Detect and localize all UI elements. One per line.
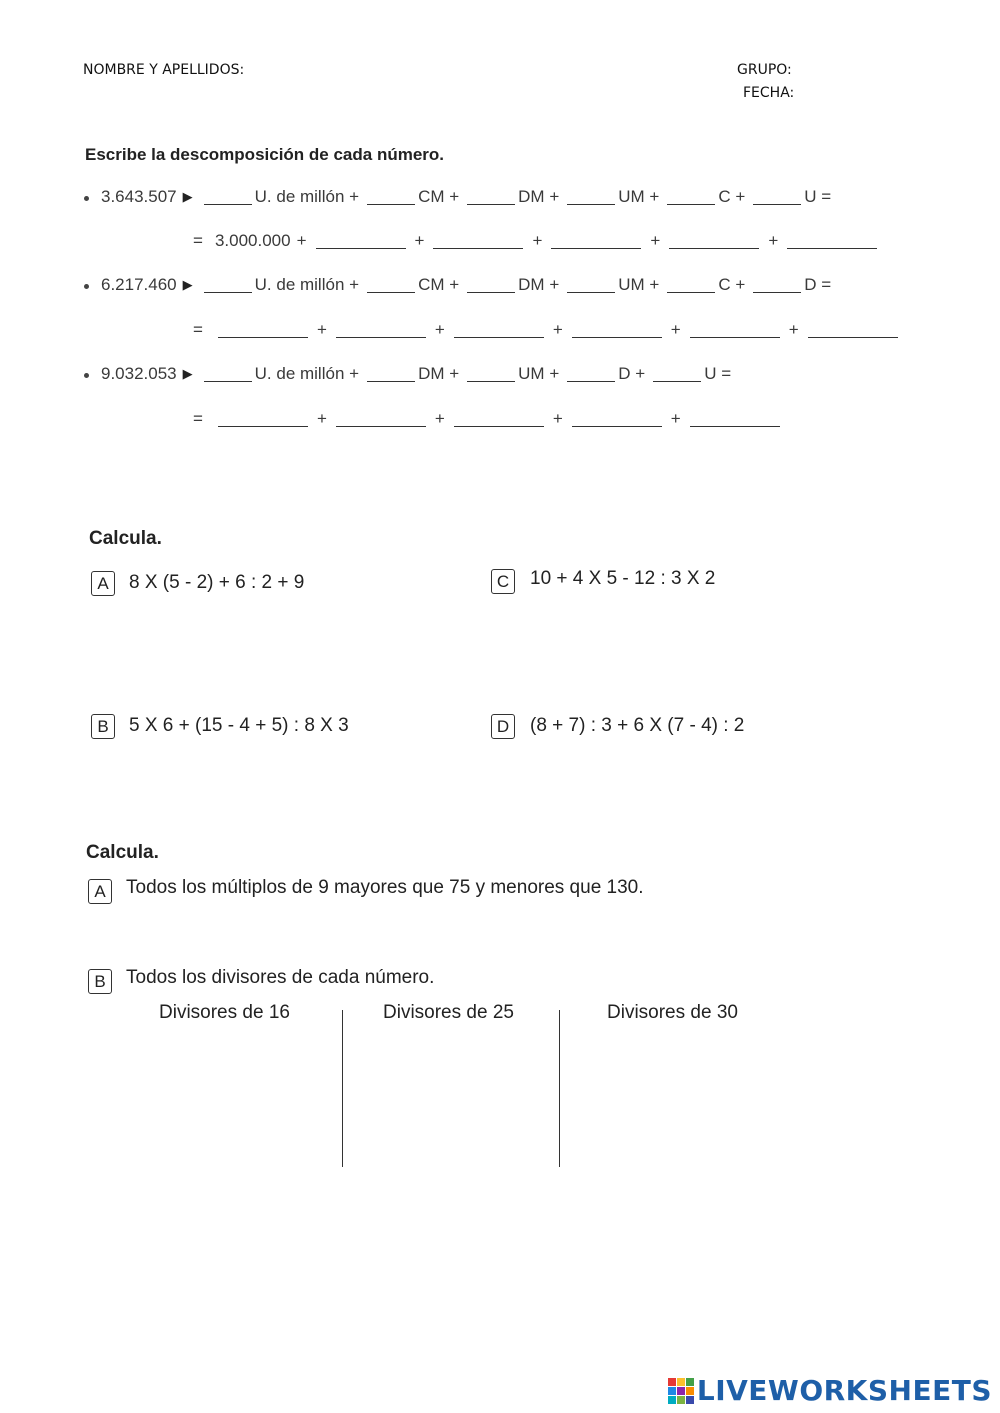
unit-label: U. de millón +: [254, 364, 360, 383]
unit-label: C +: [718, 187, 746, 206]
blank-field[interactable]: [336, 323, 426, 338]
blank-field[interactable]: [787, 234, 877, 249]
logo-text: LIVEWORKSHEETS: [696, 1374, 992, 1407]
blank-field[interactable]: [567, 190, 615, 205]
column-divisors-16: Divisores de 16: [159, 1002, 290, 1023]
unit-label: C +: [718, 275, 746, 294]
blank-field[interactable]: [316, 234, 406, 249]
bullet-icon: [84, 196, 89, 201]
column-divisors-30: Divisores de 30: [607, 1002, 738, 1023]
decomposition-row-2: [84, 273, 831, 297]
letter-box-a: A: [88, 879, 112, 904]
blank-field[interactable]: [367, 190, 415, 205]
blank-field[interactable]: [336, 412, 426, 427]
blank-field[interactable]: [218, 412, 308, 427]
blank-field[interactable]: [567, 278, 615, 293]
blank-field[interactable]: [572, 323, 662, 338]
blank-field[interactable]: [467, 278, 515, 293]
blank-field[interactable]: [690, 323, 780, 338]
blank-field[interactable]: [433, 234, 523, 249]
unit-label: U =: [804, 187, 832, 206]
unit-label: UM +: [618, 275, 660, 294]
number-3: 9.032.053: [101, 364, 177, 383]
unit-label: U. de millón +: [254, 187, 360, 206]
unit-label: UM +: [618, 187, 660, 206]
blank-field[interactable]: [690, 412, 780, 427]
unit-label: U. de millón +: [254, 275, 360, 294]
decomposition-row-3: [84, 362, 731, 386]
expression-b: 5 X 6 + (15 - 4 + 5) : 8 X 3: [129, 715, 349, 736]
blank-field[interactable]: [467, 367, 515, 382]
group-label: GRUPO:: [737, 62, 792, 78]
multiples-question: Todos los múltiplos de 9 mayores que 75 y menores que 130.: [126, 877, 644, 898]
section2-title: Calcula.: [89, 528, 162, 549]
blank-field[interactable]: [669, 234, 759, 249]
blank-field[interactable]: [808, 323, 898, 338]
liveworksheets-logo: [668, 1374, 992, 1407]
expression-d: (8 + 7) : 3 + 6 X (7 - 4) : 2: [530, 715, 745, 736]
name-label: NOMBRE Y APELLIDOS:: [83, 62, 245, 78]
blank-field[interactable]: [367, 367, 415, 382]
unit-label: CM +: [418, 187, 460, 206]
logo-grid-icon: [668, 1378, 694, 1404]
unit-label: DM +: [418, 364, 460, 383]
divisors-question: Todos los divisores de cada número.: [126, 967, 435, 988]
blank-field[interactable]: [567, 367, 615, 382]
expression-a: 8 X (5 - 2) + 6 : 2 + 9: [129, 572, 305, 593]
blank-field[interactable]: [367, 278, 415, 293]
expanded-row-2: = + + + + +: [193, 318, 901, 342]
blank-field[interactable]: [753, 278, 801, 293]
unit-label: D =: [804, 275, 832, 294]
section1-title: Escribe la descomposición de cada número.: [85, 145, 445, 164]
blank-field[interactable]: [551, 234, 641, 249]
letter-box-d: D: [491, 714, 515, 739]
unit-label: U =: [704, 364, 732, 383]
play-arrow-icon: ▶: [182, 277, 193, 292]
blank-field[interactable]: [667, 190, 715, 205]
letter-box-b: B: [91, 714, 115, 739]
expanded-row-1: = 3.000.000 + + + + +: [193, 229, 880, 253]
blank-field[interactable]: [204, 278, 252, 293]
unit-label: UM +: [518, 364, 560, 383]
blank-field[interactable]: [204, 367, 252, 382]
column-divider: [559, 1010, 560, 1167]
number-2: 6.217.460: [101, 275, 177, 294]
letter-box-b: B: [88, 969, 112, 994]
bullet-icon: [84, 373, 89, 378]
expression-c: 10 + 4 X 5 - 12 : 3 X 2: [530, 568, 716, 589]
equals-sign: =: [193, 409, 203, 428]
date-label: FECHA:: [743, 85, 795, 101]
column-divider: [342, 1010, 343, 1167]
unit-label: DM +: [518, 275, 560, 294]
blank-field[interactable]: [653, 367, 701, 382]
letter-box-a: A: [91, 571, 115, 596]
blank-field[interactable]: [204, 190, 252, 205]
blank-field[interactable]: [467, 190, 515, 205]
play-arrow-icon: ▶: [182, 366, 193, 381]
decomposition-row-1: [84, 185, 831, 209]
number-1: 3.643.507: [101, 187, 177, 206]
play-arrow-icon: ▶: [182, 189, 193, 204]
blank-field[interactable]: [218, 323, 308, 338]
expanded-row-3: = + + + +: [193, 407, 783, 431]
column-divisors-25: Divisores de 25: [383, 1002, 514, 1023]
unit-label: CM +: [418, 275, 460, 294]
blank-field[interactable]: [454, 412, 544, 427]
equals-sign: =: [193, 320, 203, 339]
unit-label: DM +: [518, 187, 560, 206]
blank-field[interactable]: [454, 323, 544, 338]
section3-title: Calcula.: [86, 842, 159, 863]
blank-field[interactable]: [753, 190, 801, 205]
first-term: 3.000.000: [214, 231, 291, 250]
blank-field[interactable]: [572, 412, 662, 427]
letter-box-c: C: [491, 569, 515, 594]
blank-field[interactable]: [667, 278, 715, 293]
bullet-icon: [84, 284, 89, 289]
unit-label: D +: [618, 364, 646, 383]
equals-sign: =: [193, 231, 203, 250]
